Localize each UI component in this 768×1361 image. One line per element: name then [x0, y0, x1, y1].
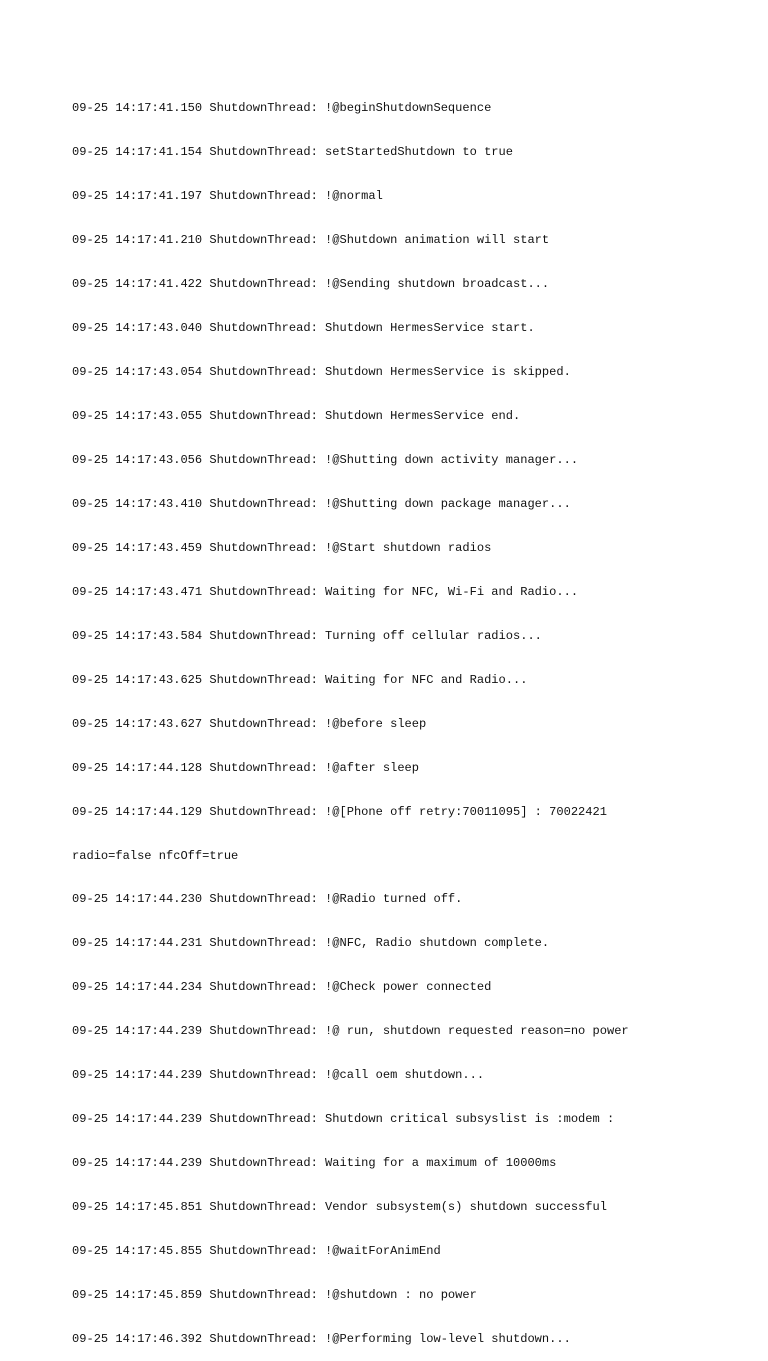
log-line: 09-25 14:17:41.422 ShutdownThread: !@Sending shutdown broadcast... — [72, 277, 550, 292]
log-line: 09-25 14:17:44.128 ShutdownThread: !@after sleep — [72, 760, 420, 775]
log-line: 09-25 14:17:43.459 ShutdownThread: !@Start shutdown radios — [72, 540, 492, 555]
log-line: 09-25 14:17:44.239 ShutdownThread: Waiting for a maximum of 10000ms — [72, 1156, 557, 1171]
log-line: 09-25 14:17:44.230 ShutdownThread: !@Radio turned off. — [72, 892, 463, 907]
log-line: 09-25 14:17:46.392 ShutdownThread: !@Performing low-level shutdown... — [72, 1332, 571, 1346]
log-line: 09-25 14:17:41.197 ShutdownThread: !@normal — [72, 189, 383, 204]
log-line-continuation: radio=false nfcOff=true — [72, 848, 239, 863]
log-line: 09-25 14:17:41.150 ShutdownThread: !@beginShutdownSequence — [72, 101, 492, 116]
log-line: 09-25 14:17:44.234 ShutdownThread: !@Check power connected — [72, 980, 492, 995]
log-line: 09-25 14:17:45.851 ShutdownThread: Vendor subsystem(s) shutdown successful — [72, 1200, 607, 1215]
log-line: 09-25 14:17:43.410 ShutdownThread: !@Shutting down package manager... — [72, 496, 571, 511]
log-line: 09-25 14:17:43.055 ShutdownThread: Shutdown HermesService end. — [72, 408, 521, 423]
log-line: 09-25 14:17:44.239 ShutdownThread: !@call oem shutdown... — [72, 1068, 485, 1083]
log-line: 09-25 14:17:43.584 ShutdownThread: Turning off cellular radios... — [72, 628, 542, 643]
log-line: 09-25 14:17:45.859 ShutdownThread: !@shutdown : no power — [72, 1288, 477, 1303]
log-line: 09-25 14:17:41.210 ShutdownThread: !@Shutdown animation will start — [72, 233, 550, 248]
log-line: 09-25 14:17:44.239 ShutdownThread: !@ run, shutdown requested reason=no power — [72, 1024, 629, 1039]
log-line: 09-25 14:17:43.056 ShutdownThread: !@Shutting down activity manager... — [72, 452, 579, 467]
log-line: 09-25 14:17:44.129 ShutdownThread: !@[Phone off retry:70011095] : 70022421 — [72, 804, 607, 819]
log-line: 09-25 14:17:41.154 ShutdownThread: setStartedShutdown to true — [72, 145, 513, 160]
shutdown-log — [72, 72, 722, 1361]
log-line: 09-25 14:17:43.471 ShutdownThread: Waiting for NFC, Wi-Fi and Radio... — [72, 584, 579, 599]
log-line: 09-25 14:17:43.040 ShutdownThread: Shutdown HermesService start. — [72, 321, 535, 336]
log-line: 09-25 14:17:43.627 ShutdownThread: !@before sleep — [72, 716, 427, 731]
log-line: 09-25 14:17:43.054 ShutdownThread: Shutdown HermesService is skipped. — [72, 365, 571, 380]
log-line: 09-25 14:17:43.625 ShutdownThread: Waiting for NFC and Radio... — [72, 672, 528, 687]
log-line: 09-25 14:17:44.231 ShutdownThread: !@NFC, Radio shutdown complete. — [72, 936, 550, 951]
log-line: 09-25 14:17:45.855 ShutdownThread: !@waitForAnimEnd — [72, 1244, 441, 1259]
log-line: 09-25 14:17:44.239 ShutdownThread: Shutdown critical subsyslist is :modem : — [72, 1112, 615, 1127]
